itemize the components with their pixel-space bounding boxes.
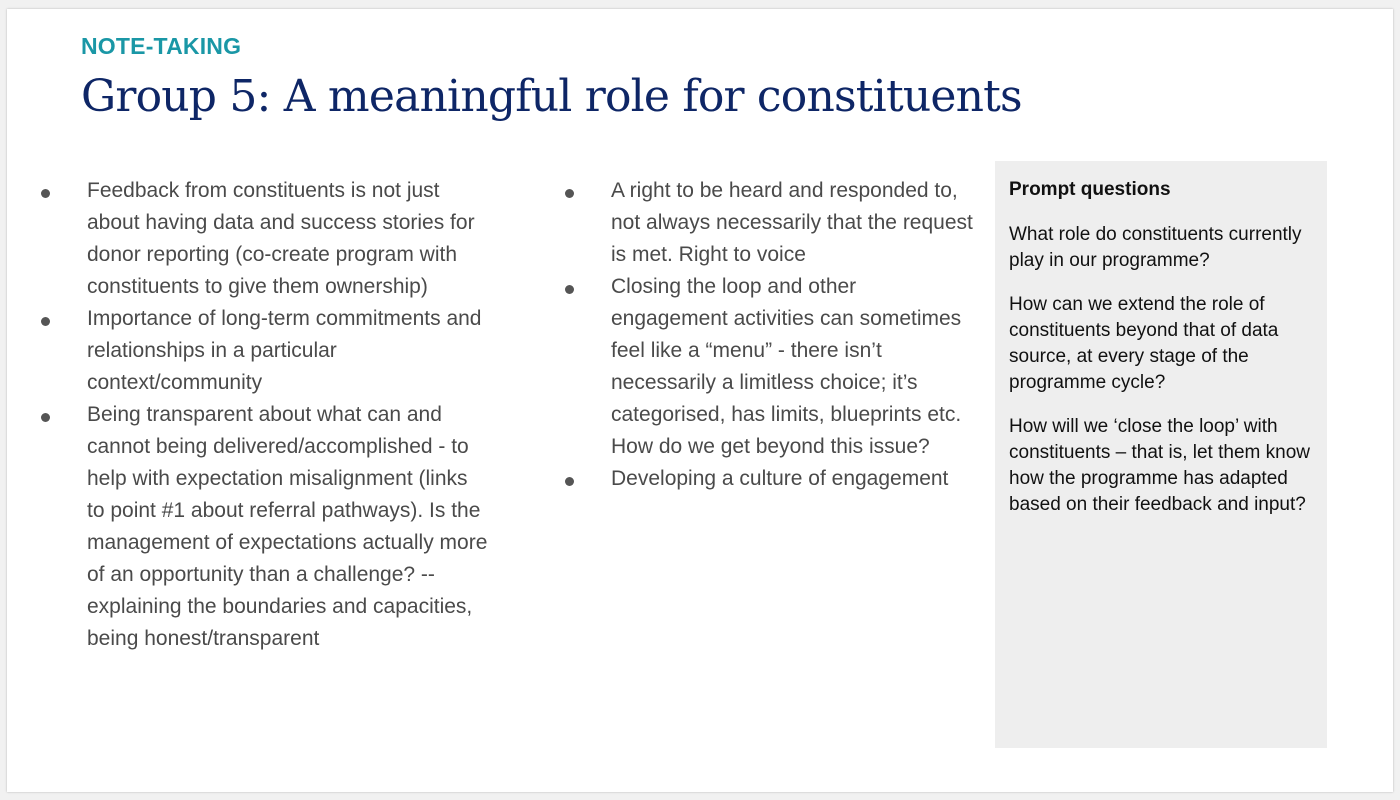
slide bbox=[7, 9, 1393, 792]
prompt-question: How can we extend the role of constituents beyond that of data source, at every stage of the programme cycle? bbox=[1009, 294, 1279, 393]
bullet-text: Feedback from constituents is not just about having data and success stories for donor reporting (co-create program with constituents to give them ownership) bbox=[87, 179, 475, 298]
bullet-text: Developing a culture of engagement bbox=[611, 467, 949, 490]
bullet-dot-icon bbox=[565, 189, 574, 198]
prompt-question: How will we ‘close the loop’ with constituents – that is, let them know how the programme has adapted based on their feedback and input? bbox=[1009, 416, 1310, 515]
bullet-dot-icon bbox=[41, 413, 50, 422]
prompt-questions-box bbox=[995, 161, 1327, 748]
bullet-item bbox=[564, 271, 974, 463]
bullet-text: A right to be heard and responded to, not always necessarily that the request is met. Right to voice bbox=[611, 179, 973, 266]
bullet-dot-icon bbox=[41, 189, 50, 198]
bullet-item bbox=[40, 303, 490, 399]
bullet-text: Being transparent about what can and cannot being delivered/accomplished - to help with expectation misalignment (links to point #1 about referral pathways). Is the management of expectations actually more of an opportunity than a challenge? -- explaining the boundaries and capacities, being honest/transparent bbox=[87, 403, 488, 650]
middle-bullet-list bbox=[564, 175, 974, 495]
bullet-text: Closing the loop and other engagement activities can sometimes feel like a “menu” - there isn’t necessarily a limitless choice; it’s categorised, has limits, blueprints etc. How do we get beyond this issue? bbox=[611, 275, 962, 458]
left-bullet-list bbox=[40, 175, 490, 655]
bullet-text: Importance of long-term commitments and relationships in a particular context/community bbox=[87, 307, 482, 394]
bullet-item bbox=[40, 399, 490, 655]
slide-title: Group 5: A meaningful role for constituents bbox=[81, 71, 1022, 122]
prompt-heading: Prompt questions bbox=[1009, 179, 1171, 200]
bullet-dot-icon bbox=[565, 477, 574, 486]
section-label: NOTE-TAKING bbox=[81, 33, 242, 59]
bullet-dot-icon bbox=[565, 285, 574, 294]
prompt-question: What role do constituents currently play in our programme? bbox=[1009, 224, 1302, 271]
bullet-item bbox=[40, 175, 490, 303]
bullet-dot-icon bbox=[41, 317, 50, 326]
bullet-item bbox=[564, 175, 974, 271]
bullet-item bbox=[564, 463, 974, 495]
